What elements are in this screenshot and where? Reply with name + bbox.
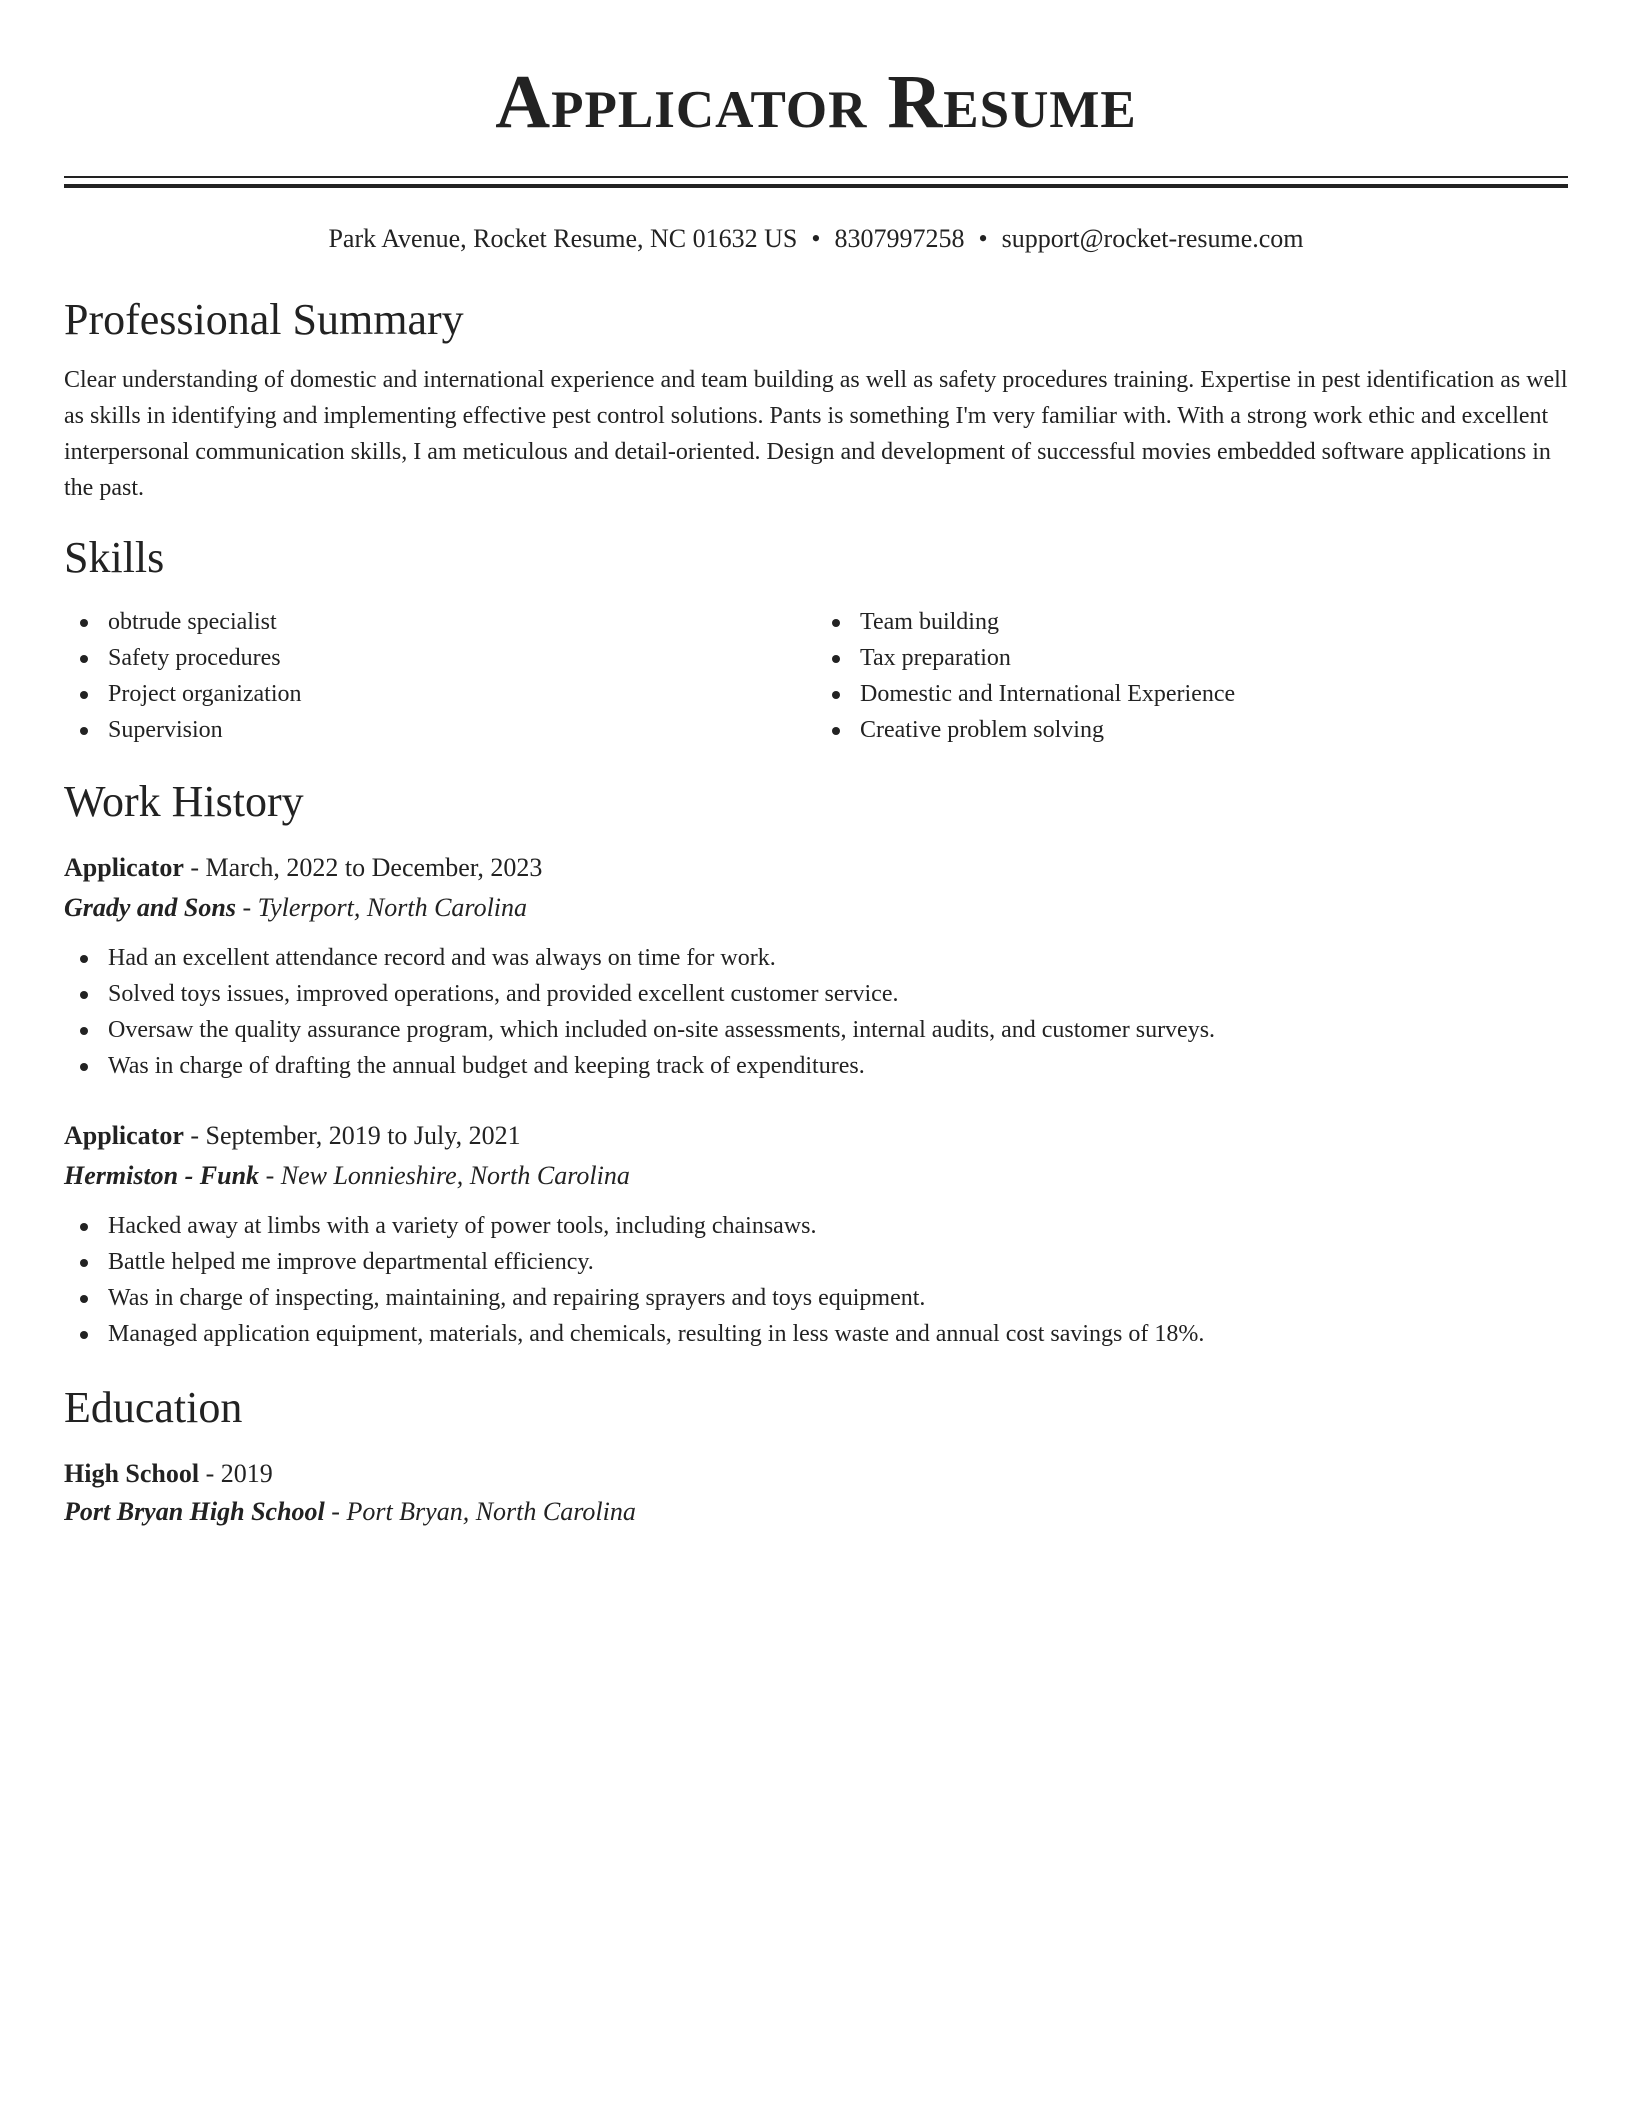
contact-separator: • xyxy=(978,224,988,253)
education-year: - 2019 xyxy=(199,1459,273,1488)
summary-text: Clear understanding of domestic and international experience and team building as well as safety procedures training. Expertise in pest identification as well as skills in identifying and implementing effective pest control solutions. Pants is something I'm very familiar with. With a strong work ethic and excellent interpersonal communication skills, I am meticulous and detail-oriented. Design and development of successful movies embedded software applications in the past. xyxy=(64,367,1568,501)
job-entry xyxy=(64,1118,1568,1352)
company-line xyxy=(64,890,1568,926)
job-title: Applicator xyxy=(64,1121,184,1150)
skill-item: Team building xyxy=(816,604,1568,640)
skills-column-right xyxy=(816,604,1568,748)
education-degree-line xyxy=(64,1456,1568,1492)
job-bullets xyxy=(64,1208,1568,1352)
education-degree: High School xyxy=(64,1459,200,1488)
company-name: Hermiston - Funk xyxy=(64,1161,260,1190)
job-bullet: Oversaw the quality assurance program, which included on-site assessments, internal audits, and customer surveys. xyxy=(64,1012,1568,1048)
skill-item: Project organization xyxy=(64,676,816,712)
job-entry xyxy=(64,850,1568,1084)
skill-item: Supervision xyxy=(64,712,816,748)
contact-phone: 8307997258 xyxy=(834,224,965,253)
resume-title: Applicator Resume xyxy=(495,60,1137,144)
company-location: - New Lonnieshire, North Carolina xyxy=(259,1161,630,1190)
education-heading: Education xyxy=(64,1383,243,1432)
skill-item: Safety procedures xyxy=(64,640,816,676)
title-divider xyxy=(64,176,1568,188)
divider-thin-line xyxy=(64,176,1568,178)
skills-list xyxy=(64,604,1568,748)
job-bullet: Hacked away at limbs with a variety of power tools, including chainsaws. xyxy=(64,1208,1568,1244)
education-school-line xyxy=(64,1494,1568,1530)
company-location: - Tylerport, North Carolina xyxy=(235,893,528,922)
job-bullet: Battle helped me improve departmental efficiency. xyxy=(64,1244,1568,1280)
job-dates: - March, 2022 to December, 2023 xyxy=(183,853,543,882)
job-bullet: Managed application equipment, materials, and chemicals, resulting in less waste and annual cost savings of 18%. xyxy=(64,1316,1568,1352)
education-location: - Port Bryan, North Carolina xyxy=(324,1497,636,1526)
job-title: Applicator xyxy=(64,853,184,882)
education-school: Port Bryan High School xyxy=(64,1497,325,1526)
skill-item: obtrude specialist xyxy=(64,604,816,640)
job-title-line xyxy=(64,1118,1568,1154)
job-bullets xyxy=(64,940,1568,1084)
job-bullet: Was in charge of inspecting, maintaining, and repairing sprayers and toys equipment. xyxy=(64,1280,1568,1316)
job-bullet: Solved toys issues, improved operations, and provided excellent customer service. xyxy=(64,976,1568,1012)
company-line xyxy=(64,1158,1568,1194)
job-dates: - September, 2019 to July, 2021 xyxy=(183,1121,521,1150)
contact-line xyxy=(64,222,1568,256)
skill-item: Tax preparation xyxy=(816,640,1568,676)
summary-heading: Professional Summary xyxy=(64,295,464,344)
skill-item: Creative problem solving xyxy=(816,712,1568,748)
contact-address: Park Avenue, Rocket Resume, NC 01632 US xyxy=(328,224,798,253)
skill-item: Domestic and International Experience xyxy=(816,676,1568,712)
divider-thick-line xyxy=(64,184,1568,188)
job-bullet: Had an excellent attendance record and was always on time for work. xyxy=(64,940,1568,976)
skills-column-left xyxy=(64,604,816,748)
contact-email: support@rocket-resume.com xyxy=(1001,224,1304,253)
company-name: Grady and Sons xyxy=(64,893,236,922)
job-title-line xyxy=(64,850,1568,886)
skills-heading: Skills xyxy=(64,533,165,582)
contact-separator: • xyxy=(811,224,821,253)
work-history-heading: Work History xyxy=(64,777,304,826)
job-bullet: Was in charge of drafting the annual budget and keeping track of expenditures. xyxy=(64,1048,1568,1084)
